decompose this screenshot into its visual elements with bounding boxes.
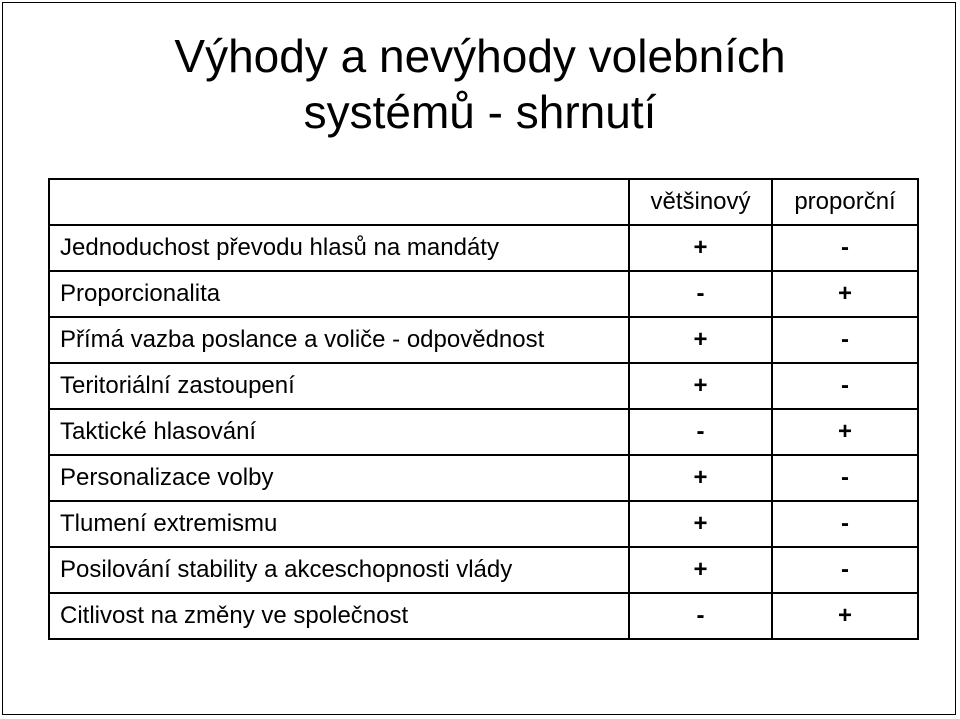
row-majority-value: + [629,317,772,363]
row-proportional-value: - [772,547,918,593]
row-majority-value: + [629,547,772,593]
row-label: Personalizace volby [49,455,629,501]
row-label: Proporcionalita [49,271,629,317]
row-majority-value: - [629,409,772,455]
row-label: Tlumení extremismu [49,501,629,547]
table-row [49,225,918,271]
row-majority-value: + [629,225,772,271]
table-header-row [49,179,918,225]
table-row [49,501,918,547]
table-row [49,363,918,409]
row-label: Přímá vazba poslance a voliče - odpovědnost [49,317,629,363]
comparison-table [48,178,919,640]
table-row [49,317,918,363]
row-proportional-value: - [772,501,918,547]
row-label: Citlivost na změny ve společnost [49,593,629,639]
row-label: Teritoriální zastoupení [49,363,629,409]
row-proportional-value: - [772,225,918,271]
row-proportional-value: + [772,593,918,639]
table-row [49,593,918,639]
row-proportional-value: - [772,317,918,363]
row-majority-value: + [629,363,772,409]
row-majority-value: - [629,593,772,639]
row-majority-value: + [629,455,772,501]
row-label: Jednoduchost převodu hlasů na mandáty [49,225,629,271]
row-label: Posilování stability a akceschopnosti vlády [49,547,629,593]
title-line-2: systémů - shrnutí [303,86,657,138]
table-row [49,409,918,455]
header-proportional: proporční [772,179,918,225]
table-row [49,547,918,593]
row-majority-value: + [629,501,772,547]
row-label: Taktické hlasování [49,409,629,455]
header-majority: většinový [629,179,772,225]
row-proportional-value: - [772,455,918,501]
row-proportional-value: + [772,271,918,317]
header-empty-cell [49,179,629,225]
table-row [49,455,918,501]
row-proportional-value: - [772,363,918,409]
page-title [0,28,960,140]
table-row [49,271,918,317]
row-proportional-value: + [772,409,918,455]
row-majority-value: - [629,271,772,317]
title-line-1: Výhody a nevýhody volebních [174,30,786,82]
